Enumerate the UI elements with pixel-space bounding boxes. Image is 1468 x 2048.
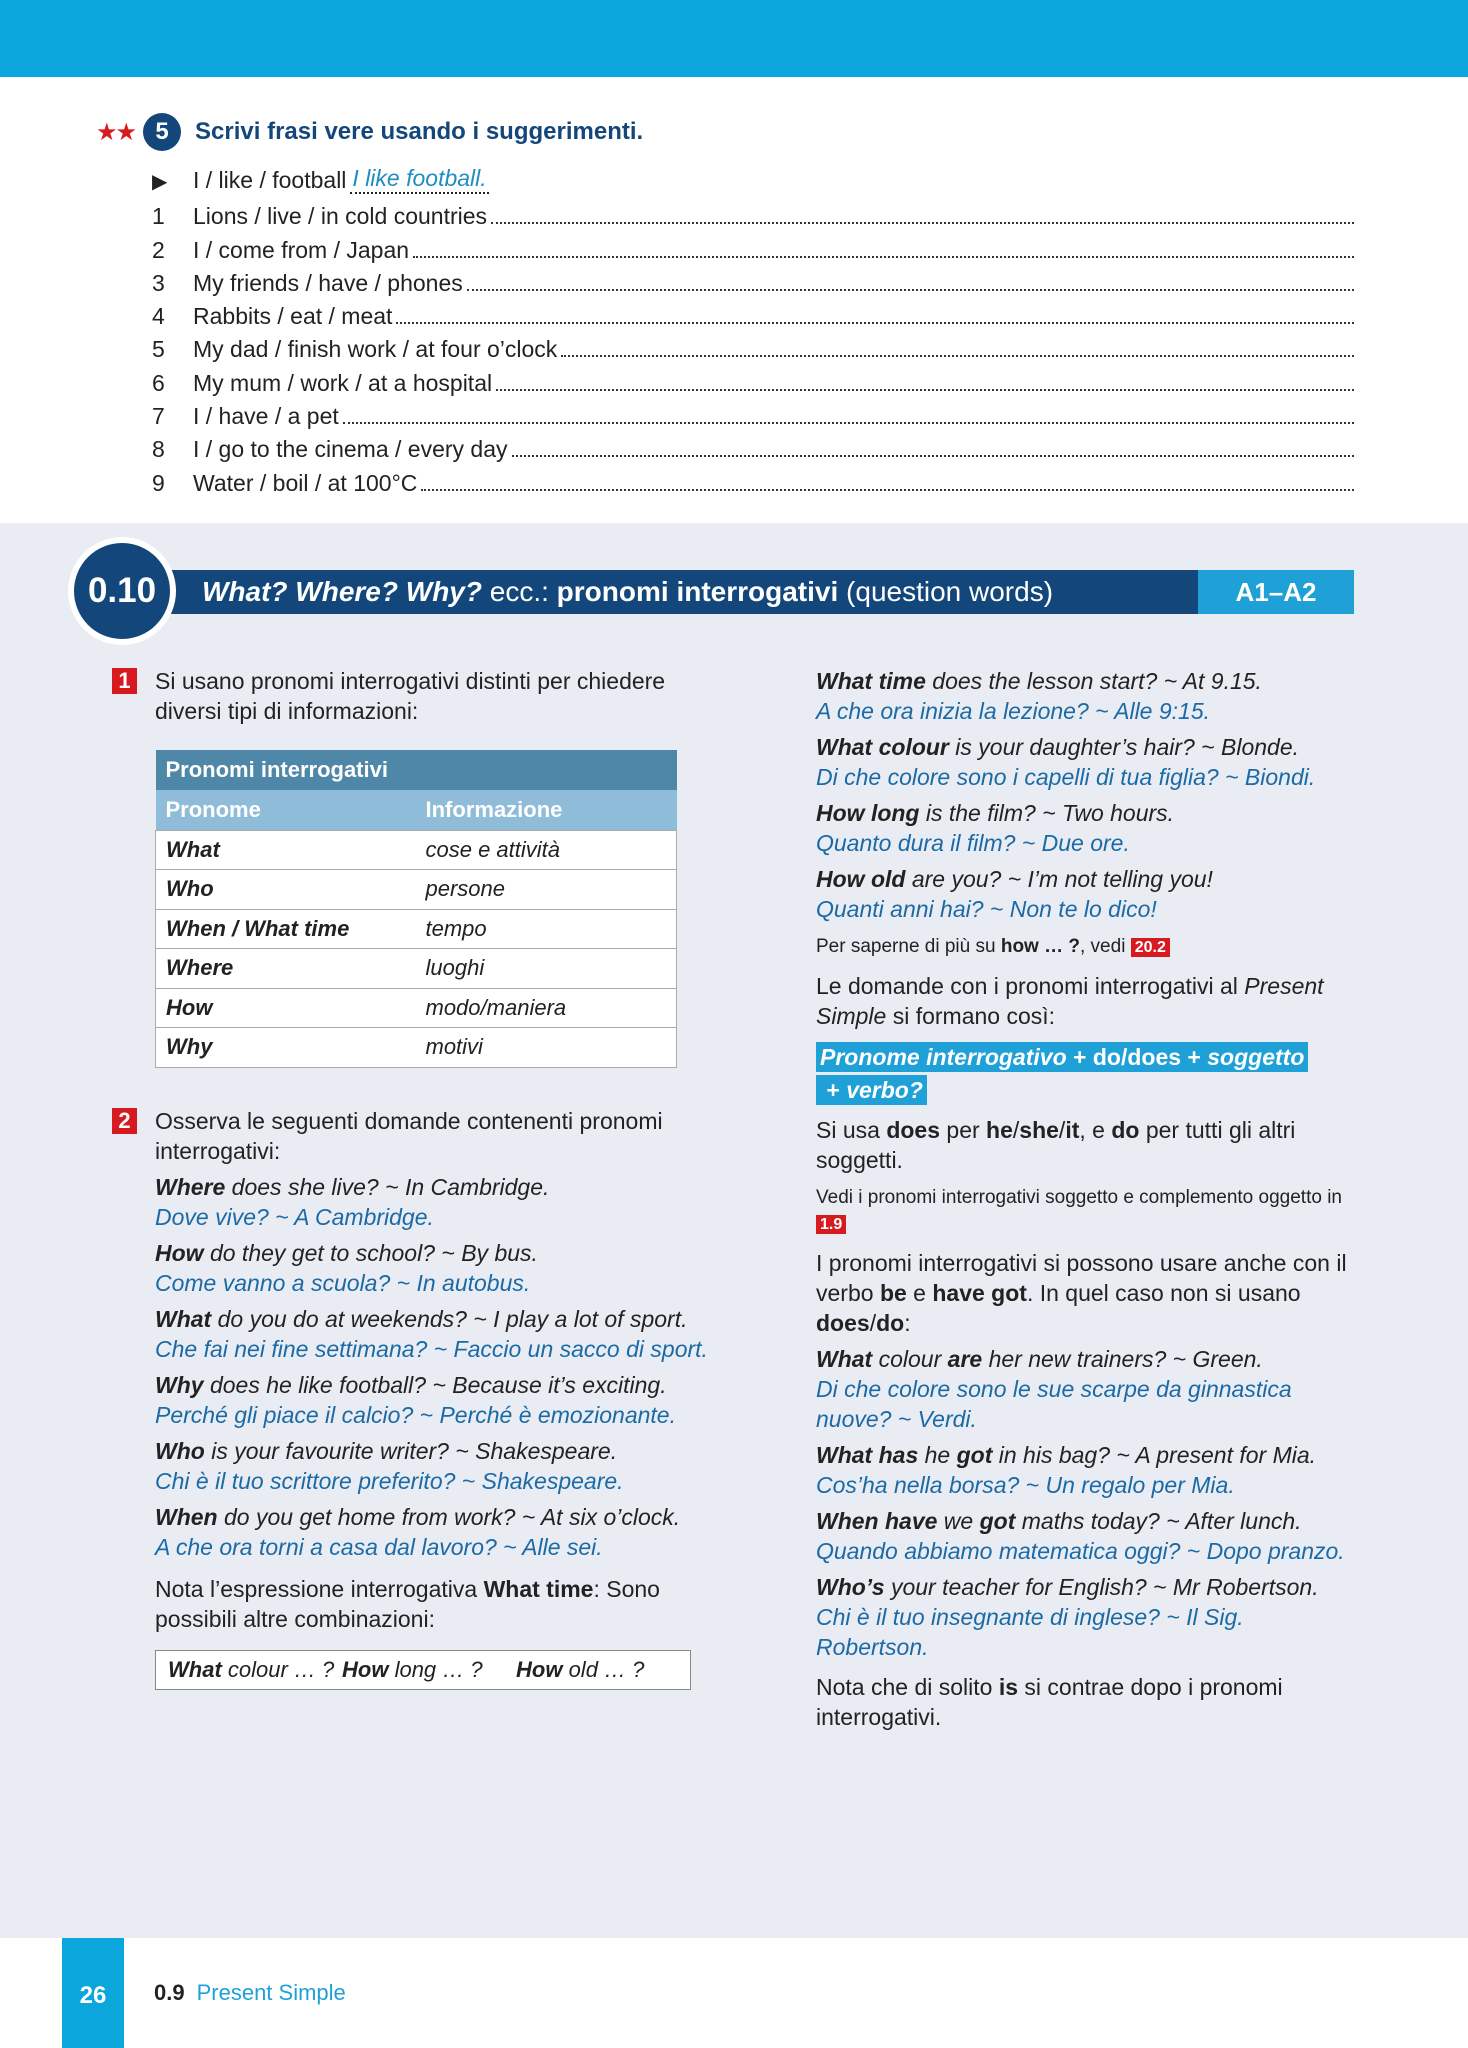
cross-reference-link[interactable]: 20.2 [1131,938,1170,957]
be-have-got-text [816,1248,1356,1338]
text: Nota che di solito [816,1674,999,1700]
table-row [156,909,677,949]
text: / [869,1310,877,1336]
text: . In quel caso non si usano [1026,1280,1301,1306]
item-prompt: Water / boil / at 100°C [193,469,418,496]
question-word: How long [816,800,920,826]
exercise-list [152,199,1354,499]
table-cell-word: Who [156,870,416,910]
exercise-number: 5 [143,113,181,151]
combo-rest: long … ? [388,1656,483,1682]
bold-term: do [876,1310,905,1336]
table-cell-word: When / What time [156,909,416,949]
answer-line[interactable] [421,489,1354,491]
section-title-ecc: ecc.: [481,576,549,607]
footer-section-number: 0.9 [154,1980,185,2005]
item-number: 8 [152,436,165,463]
example-pair [816,798,1356,858]
item-prompt: I / come from / Japan [193,236,410,263]
example-answer: I like football. [350,164,488,194]
bold-term: he [986,1117,1013,1143]
example-english: do they get to school? ~ By bus. [203,1239,538,1266]
combo-word: How [516,1656,563,1682]
formula-part: Pronome interrogativo [820,1044,1067,1070]
example-italian: Di che colore sono le sue scarpe da ginnastica nuove? ~ Verdi. [816,1376,1292,1432]
see-subject-note [816,1185,1356,1238]
example-italian: Dove vive? ~ A Cambridge. [155,1203,434,1230]
item-number: 3 [152,269,165,296]
contraction-note [816,1672,1356,1732]
text: per tutti gli altri soggetti. [816,1117,1296,1173]
question-word: What has [816,1442,919,1468]
item-number: 1 [152,203,165,230]
example-pair [816,732,1356,792]
bold-term: is [998,1674,1019,1700]
answer-line[interactable] [467,289,1354,291]
example-prompt: I / like / football [193,167,347,193]
example-english: are you? ~ I’m not telling you! [905,866,1213,892]
bold-term: does [886,1117,941,1143]
footer-section-link[interactable] [154,1980,346,2006]
note-text: Per saperne di più su [816,936,1001,957]
answer-line[interactable] [491,222,1354,224]
question-word: What colour [816,734,949,760]
example-pair [155,1172,712,1232]
exercise-item [152,365,1354,398]
question-word: Who [155,1437,205,1464]
example-english: colour [872,1346,948,1372]
formula-plus: + [1066,1044,1093,1070]
table-cell-info: persone [416,870,677,910]
item-prompt: I / have / a pet [193,403,339,430]
exercise-item [152,299,1354,332]
example-english: we [937,1508,980,1534]
question-word: How old [816,866,906,892]
text: / [1012,1117,1020,1143]
example-italian: A che ora torni a casa dal lavoro? ~ Alle sei. [155,1533,603,1560]
table-row [156,830,677,870]
question-word: When [155,1503,218,1530]
table-cell-word: How [156,988,416,1028]
table-header-info: Informazione [416,790,677,830]
top-color-bar [0,0,1468,77]
question-word: Why [155,1371,204,1398]
question-word: What time [816,668,926,694]
point-number: 1 [112,668,137,694]
example-pair [816,1440,1356,1500]
text: Si usa [816,1117,887,1143]
example-english: does she live? ~ In Cambridge. [225,1173,550,1200]
exercise-item [152,332,1354,365]
section-title-questions: What? Where? Why? [202,576,482,607]
question-word: When have [816,1508,938,1534]
exercise-header [96,112,643,152]
formula-plus: + [1181,1044,1208,1070]
example-english: your teacher for English? ~ Mr Robertson. [884,1574,1319,1600]
see-more-note [816,934,1356,961]
example-english: in his bag? ~ A present for Mia. [992,1442,1317,1468]
item-number: 7 [152,403,165,430]
bold-term: be [879,1280,907,1306]
text: I pronomi interrogativi si possono usare anche con il verbo [816,1250,1347,1306]
combo-word: What [168,1656,222,1682]
example-italian: Quanti anni hai? ~ Non te lo dico! [816,896,1157,922]
text: per [940,1117,987,1143]
text: si formano così: [886,1003,1056,1029]
example-italian: Di che colore sono i capelli di tua figlia? ~ Biondi. [816,764,1316,790]
item-number: 5 [152,336,165,363]
formula-part: do/does [1092,1044,1182,1070]
exercise-item [152,399,1354,432]
question-word: What [816,1346,873,1372]
answer-line[interactable] [343,422,1354,424]
point-2-text: Osserva le seguenti domande contenenti pronomi interrogativi: [155,1107,663,1164]
table-cell-info: luoghi [416,949,677,989]
example-pair [816,1344,1356,1434]
combo-rest: old … ? [562,1656,645,1682]
text: / [1058,1117,1066,1143]
point-number: 2 [112,1108,137,1134]
example-english: do you get home from work? ~ At six o’clock. [217,1503,681,1530]
answer-line[interactable] [561,355,1354,357]
example-italian: Quanto dura il film? ~ Due ore. [816,830,1130,856]
table-header-pronoun: Pronome [156,790,416,830]
item-prompt: My mum / work / at a hospital [193,369,493,396]
section-number-badge: 0.10 [68,537,176,645]
exercise-example [152,154,489,194]
text: si contrae dopo i pronomi interrogativi. [816,1674,1283,1730]
example-pair [816,1572,1356,1662]
question-word: Who’s [816,1574,885,1600]
level-badge: A1–A2 [1198,570,1354,614]
item-prompt: I / go to the cinema / every day [193,436,508,463]
example-italian: Cos’ha nella borsa? ~ Un regalo per Mia. [816,1472,1235,1498]
exercise-title: Scrivi frasi vere usando i suggerimenti. [195,118,644,145]
example-pair [155,1370,712,1430]
tense-name: Present Simple [816,973,1324,1029]
example-italian: Chi è il tuo insegnante di inglese? ~ Il Sig. Robertson. [816,1604,1244,1660]
example-italian: Quando abbiamo matematica oggi? ~ Dopo pranzo. [816,1538,1345,1564]
bold-term: does [816,1310,870,1336]
item-number: 2 [152,236,165,263]
example-pair [155,1304,712,1364]
note-text: Vedi i pronomi interrogativi soggetto e complemento oggetto in [816,1187,1342,1208]
point-2 [112,1106,712,1166]
answer-line[interactable] [496,389,1354,391]
combo-item [342,1655,516,1685]
example-pair [816,666,1356,726]
table-cell-word: Why [156,1028,416,1068]
what-time-note [155,1574,712,1634]
question-word: Where [155,1173,226,1200]
cross-reference-link[interactable]: 1.9 [816,1215,846,1234]
text: Le domande con i pronomi interrogativi al [816,973,1245,999]
example-english: is your daughter’s hair? ~ Blonde. [948,734,1300,760]
bold-term: have got [932,1280,1027,1306]
example-pair [155,1238,712,1298]
text: e [906,1280,933,1306]
example-english: he [918,1442,957,1468]
section-title-main: pronomi interrogativi [548,576,839,607]
example-italian: Che fai nei fine settimana? ~ Faccio un sacco di sport. [155,1335,708,1362]
example-english: is your favourite writer? ~ Shakespeare. [204,1437,618,1464]
bold-term: do [1111,1117,1140,1143]
table-cell-info: modo/maniera [416,988,677,1028]
section-title-bar [150,570,1198,614]
table-cell-word: Where [156,949,416,989]
example-english: do you do at weekends? ~ I play a lot of sport. [211,1305,688,1332]
note-bold: What time [483,1575,594,1602]
note-bold: how … ? [1000,936,1080,957]
answer-line[interactable] [512,455,1355,457]
example-pair [816,1506,1356,1566]
example-italian: A che ora inizia la lezione? ~ Alle 9:15. [816,698,1211,724]
page-number: 26 [62,1938,124,2048]
table-cell-info: tempo [416,909,677,949]
table-cell-word: What [156,830,416,870]
item-number: 6 [152,369,165,396]
example-english: her new trainers? ~ Green. [982,1346,1263,1372]
exercise-item [152,465,1354,498]
formation-text [816,971,1356,1031]
example-pair [155,1502,712,1562]
difficulty-stars: ★★ [96,118,136,146]
right-column [816,666,1356,1732]
formula-part: verbo [846,1077,909,1103]
table-row [156,870,677,910]
combo-item [168,1655,342,1685]
answer-line[interactable] [396,322,1354,324]
example-italian: Come vanno a scuola? ~ In autobus. [155,1269,531,1296]
example-pair [155,1436,712,1496]
does-usage-text [816,1115,1356,1175]
exercise-item [152,266,1354,299]
example-english: does he like football? ~ Because it’s exciting. [203,1371,667,1398]
text: , e [1079,1117,1112,1143]
question-word: What [155,1305,212,1332]
table-row [156,949,677,989]
question-words-table [155,750,677,1068]
item-prompt: My friends / have / phones [193,269,463,296]
formula-box [816,1041,1356,1107]
formula-part: soggetto [1207,1044,1305,1070]
bold-verb: are [947,1346,983,1372]
table-cell-info: cose e attività [416,830,677,870]
footer-section-title: Present Simple [196,1980,346,2005]
point-1-text: Si usano pronomi interrogativi distinti per chiedere diversi tipi di informazioni: [155,668,666,724]
formula-plus: + [820,1077,847,1103]
example-italian: Chi è il tuo scrittore preferito? ~ Shakespeare. [155,1467,624,1494]
exercise-item [152,432,1354,465]
item-number: 9 [152,469,165,496]
question-word: How [155,1239,204,1266]
note-text: Nota l’espressione interrogativa [155,1575,484,1602]
exercise-item [152,199,1354,232]
bold-term: she [1019,1117,1059,1143]
item-prompt: My dad / finish work / at four o’clock [193,336,558,363]
item-number: 4 [152,303,165,330]
example-italian: Perché gli piace il calcio? ~ Perché è emozionante. [155,1401,676,1428]
example-english: maths today? ~ After lunch. [1015,1508,1302,1534]
play-arrow-icon: ▶ [152,171,168,193]
table-title: Pronomi interrogativi [156,750,677,790]
answer-line[interactable] [413,256,1354,258]
example-pair [816,864,1356,924]
exercise-item [152,232,1354,265]
table-row [156,988,677,1028]
point-1 [112,666,712,726]
note-text-end: : Sono possibili altre combinazioni: [155,1575,660,1632]
item-prompt: Lions / live / in cold countries [193,203,488,230]
item-prompt: Rabbits / eat / meat [193,303,393,330]
bold-verb: got [979,1508,1016,1534]
combo-item [516,1655,690,1685]
combo-word: How [342,1656,389,1682]
table-row [156,1028,677,1068]
bold-verb: got [956,1442,993,1468]
combo-rest: colour … ? [221,1656,335,1682]
bold-term: it [1065,1117,1080,1143]
formula-part: ? [908,1077,923,1103]
example-english: is the film? ~ Two hours. [919,800,1175,826]
section-title-english: (question words) [838,576,1054,607]
note-text: , vedi [1080,936,1131,957]
left-column [112,666,712,1690]
example-english: does the lesson start? ~ At 9.15. [925,668,1262,694]
table-cell-info: motivi [416,1028,677,1068]
combinations-box [155,1650,691,1690]
text: : [904,1310,911,1336]
